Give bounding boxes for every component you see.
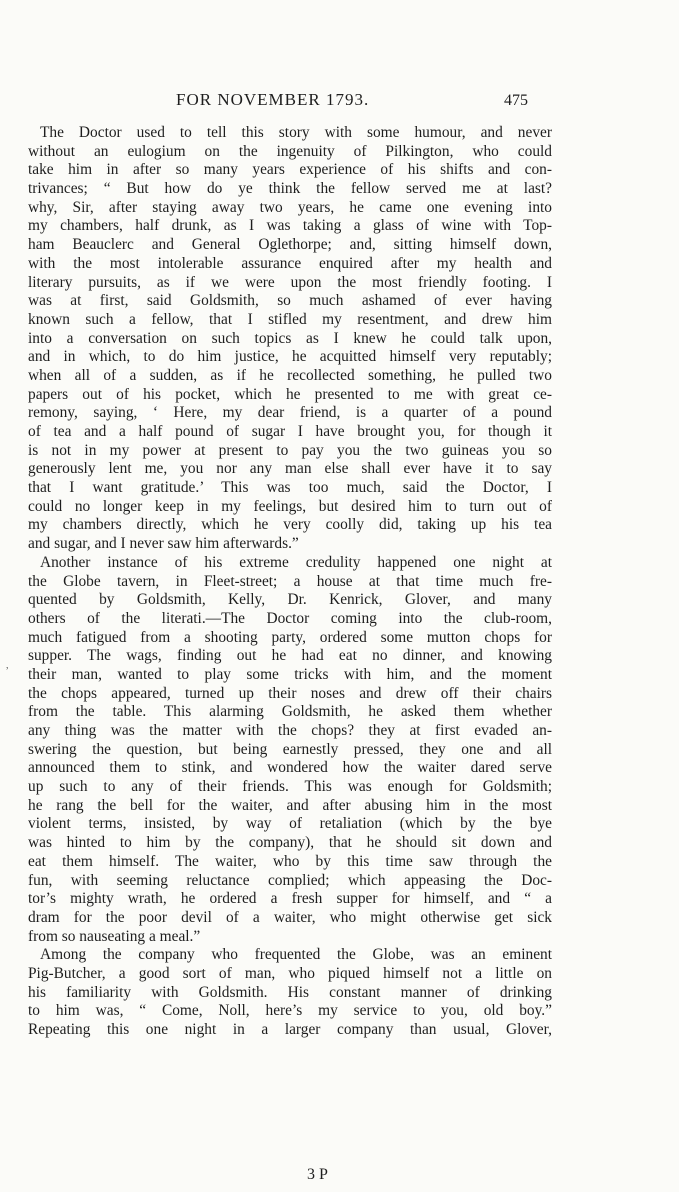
- text-line: tor’s mighty wrath, he ordered a fresh supper for himself, and “ a: [28, 890, 552, 908]
- text-line: when all of a sudden, as if he recollected something, he pulled two: [28, 366, 552, 384]
- text-line: Repeating this one night in a larger company than usual, Glover,: [28, 1021, 552, 1038]
- running-head: [0, 90, 679, 114]
- text-line: any thing was the matter with the chops? they at first evaded an-: [28, 722, 552, 739]
- text-line: was hinted to him by the company), that he should sit down and: [28, 834, 552, 852]
- text-line: The Doctor used to tell this story with some humour, and never: [40, 124, 552, 141]
- text-line: without an eulogium on the ingenuity of Pilkington, who could: [28, 142, 552, 160]
- text-line: fun, with seeming reluctance complied; which appeasing the Doc-: [28, 871, 552, 889]
- text-line: was at first, said Goldsmith, so much ashamed of ever having: [28, 292, 552, 310]
- text-line: from so nauseating a meal.”: [28, 927, 201, 945]
- text-line: supper. The wags, finding out he had eat no dinner, and knowing: [28, 647, 552, 665]
- text-line: remony, saying, ‘ Here, my dear friend, is a quarter of a pound: [28, 404, 552, 422]
- text-line: is not in my power at present to pay you the two guineas you so: [28, 441, 552, 459]
- text-line: ham Beauclerc and General Oglethorpe; and, sitting himself down,: [28, 236, 552, 254]
- text-line: Pig-Butcher, a good sort of man, who piqued himself not a little on: [28, 964, 552, 982]
- text-line: the Globe tavern, in Fleet-street; a house at that time much fre-: [28, 572, 552, 590]
- text-line: could no longer keep in my feelings, but desired him to turn out of: [28, 497, 552, 515]
- text-line: into a conversation on such topics as I knew he could talk upon,: [28, 329, 552, 347]
- signature-mark: 3 P: [307, 1166, 328, 1183]
- text-line: take him in after so many years experience of his shifts and con-: [28, 161, 552, 179]
- text-line: dram for the poor devil of a waiter, who might otherwise get sick: [28, 908, 552, 926]
- text-line: of tea and a half pound of sugar I have brought you, for though it: [28, 423, 552, 440]
- text-line: and sugar, and I never saw him afterwards.”: [28, 535, 299, 553]
- text-line: quented by Goldsmith, Kelly, Dr. Kenrick, Glover, and many: [28, 591, 552, 609]
- text-line: why, Sir, after staying away two years, he came one evening into: [28, 198, 552, 216]
- text-line: Among the company who frequented the Globe, was an eminent: [40, 946, 552, 964]
- text-line: my chambers directly, which he very coolly did, taking up his tea: [28, 516, 552, 534]
- margin-mark: ,: [6, 660, 9, 671]
- text-line: known such a fellow, that I stifled my resentment, and drew him: [28, 310, 552, 328]
- text-line: the chops appeared, turned up their noses and drew off their chairs: [28, 684, 552, 702]
- text-line: he rang the bell for the waiter, and after abusing him in the most: [28, 796, 552, 814]
- text-line: announced them to stink, and wondered how the waiter dared serve: [28, 759, 552, 777]
- page-number: 475: [504, 92, 528, 109]
- text-line: trivances; “ But how do ye think the fellow served me at last?: [28, 180, 552, 198]
- text-line: their man, wanted to play some tricks with him, and the moment: [28, 665, 552, 683]
- text-line: much fatigued from a shooting party, ordered some mutton chops for: [28, 628, 552, 646]
- text-line: literary pursuits, as if we were upon the most friendly footing. I: [28, 273, 552, 291]
- body-text: [28, 124, 552, 1040]
- text-line: violent terms, insisted, by way of retaliation (which by the bye: [28, 815, 552, 833]
- text-line: and in which, to do him justice, he acquitted himself very reputably;: [28, 348, 552, 366]
- text-line: up such to any of their friends. This was enough for Goldsmith;: [28, 778, 552, 796]
- text-line: with the most intolerable assurance enquired after my health and: [28, 254, 552, 272]
- text-line: generously lent me, you nor any man else shall ever have it to say: [28, 460, 552, 478]
- text-line: to him was, “ Come, Noll, here’s my service to you, old boy.”: [28, 1002, 552, 1020]
- text-line: that I want gratitude.’ This was too much, said the Doctor, I: [28, 479, 552, 497]
- text-line: others of the literati.—The Doctor coming into the club-room,: [28, 609, 552, 627]
- text-line: swering the question, but being earnestly pressed, they one and all: [28, 740, 552, 758]
- text-line: papers out of his pocket, which he presented to me with great ce-: [28, 385, 552, 403]
- text-line: from the table. This alarming Goldsmith, he asked them whether: [28, 703, 552, 721]
- text-line: his familiarity with Goldsmith. His constant manner of drinking: [28, 983, 552, 1001]
- text-line: eat them himself. The waiter, who by this time saw through the: [28, 852, 552, 870]
- text-line: Another instance of his extreme credulity happened one night at: [40, 553, 552, 571]
- text-line: my chambers, half drunk, as I was taking a glass of wine with Top-: [28, 217, 552, 235]
- running-title: FOR NOVEMBER 1793.: [176, 90, 370, 109]
